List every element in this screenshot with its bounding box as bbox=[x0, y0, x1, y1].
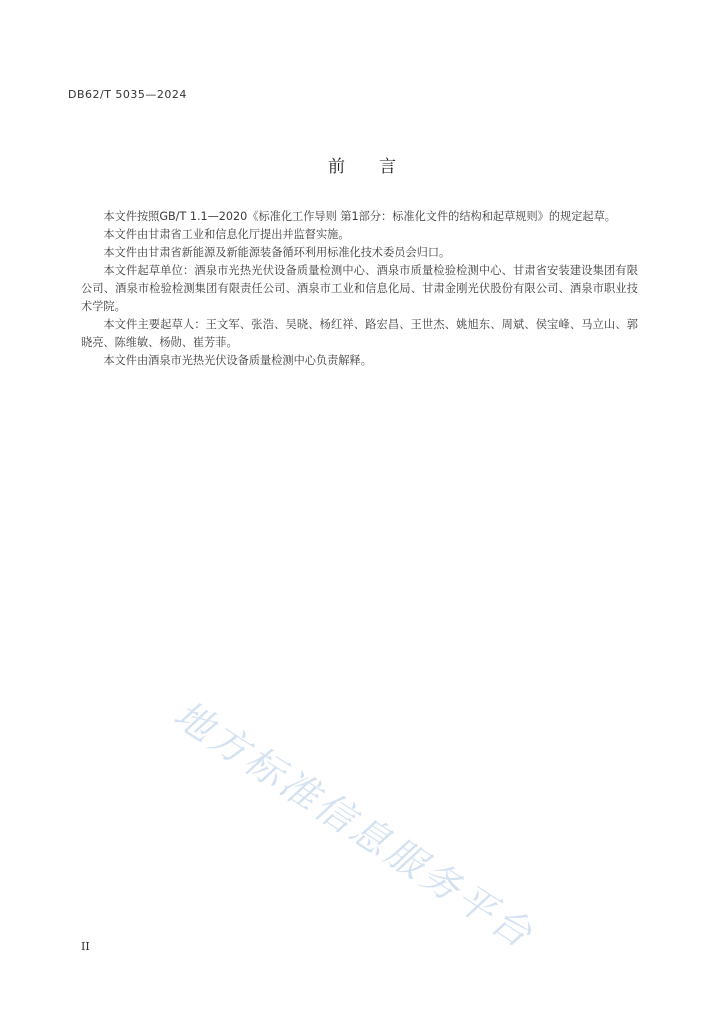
watermark-text: 地方标准信息服务平台 bbox=[166, 691, 543, 958]
document-code: DB62/T 5035—2024 bbox=[68, 88, 187, 101]
paragraph-drafters: 本文件主要起草人：王文军、张浩、吴晓、杨红祥、路宏昌、王世杰、姚旭东、周斌、侯宝峰、马立山、郭晓亮、陈维敏、杨勋、崔芳菲。 bbox=[81, 318, 638, 349]
paragraph-drafting-units: 本文件起草单位：酒泉市光热光伏设备质量检测中心、酒泉市质量检验检测中心、甘肃省安装建设集团有限公司、酒泉市检验检测集团有限责任公司、酒泉市工业和信息化局、甘肃金刚光伏股份有限公司、酒泉市职业技术学院。 bbox=[81, 264, 638, 313]
page-number: II bbox=[81, 940, 90, 953]
page-title: 前言 bbox=[328, 157, 430, 177]
paragraph-interpretation: 本文件由酒泉市光热光伏设备质量检测中心负责解释。 bbox=[103, 354, 372, 367]
foreword-body bbox=[81, 208, 638, 370]
paragraph-committee: 本文件由甘肃省新能源及新能源装备循环利用标准化技术委员会归口。 bbox=[103, 246, 451, 259]
paragraph-drafting-rules: 本文件按照GB/T 1.1—2020《标准化工作导则 第1部分：标准化文件的结构和起草规则》的规定起草。 bbox=[103, 210, 616, 223]
paragraph-proposer: 本文件由甘肃省工业和信息化厅提出并监督实施。 bbox=[103, 228, 350, 241]
